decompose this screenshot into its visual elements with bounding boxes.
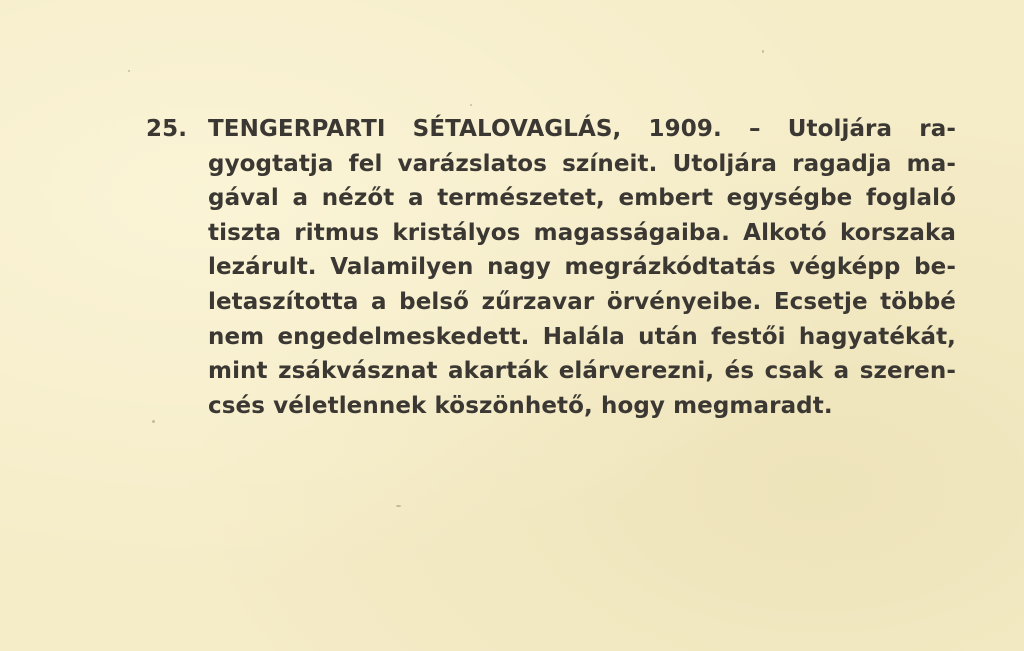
entry-line-text: TENGERPARTI SÉTALOVAGLÁS, 1909. – Utoljára ra-	[208, 116, 956, 142]
entry-line-3: gával a nézőt a természetet, embert egységbe foglaló	[208, 185, 956, 212]
entry-line-5: lezárult. Valamilyen nagy megrázkódtatás végképp be-	[208, 254, 956, 281]
entry-number: 25.	[146, 116, 188, 142]
paper-speck	[152, 420, 155, 423]
paper-speck	[762, 50, 764, 53]
entry-line-4: tiszta ritmus kristályos magasságaiba. Alkotó korszaka	[208, 219, 956, 246]
entry-line-1	[146, 112, 956, 147]
entry-line-6: letaszította a belső zűrzavar örvényeibe. Ecsetje többé	[208, 288, 956, 315]
entry-line-7: nem engedelmeskedett. Halála után festői hagyatékát,	[208, 323, 956, 350]
entry-line-8: mint zsákvásznat akarták elárverezni, és csak a szeren-	[208, 358, 956, 385]
entry-line-2: gyogtatja fel varázslatos színeit. Utoljára ragadja ma-	[208, 150, 956, 177]
entry-line-9: csés véletlennek köszönhető, hogy megmaradt.	[208, 392, 833, 419]
catalogue-entry	[146, 112, 956, 423]
paper-speck	[396, 505, 401, 507]
paper-speck	[128, 70, 130, 72]
paper-speck	[470, 104, 472, 106]
